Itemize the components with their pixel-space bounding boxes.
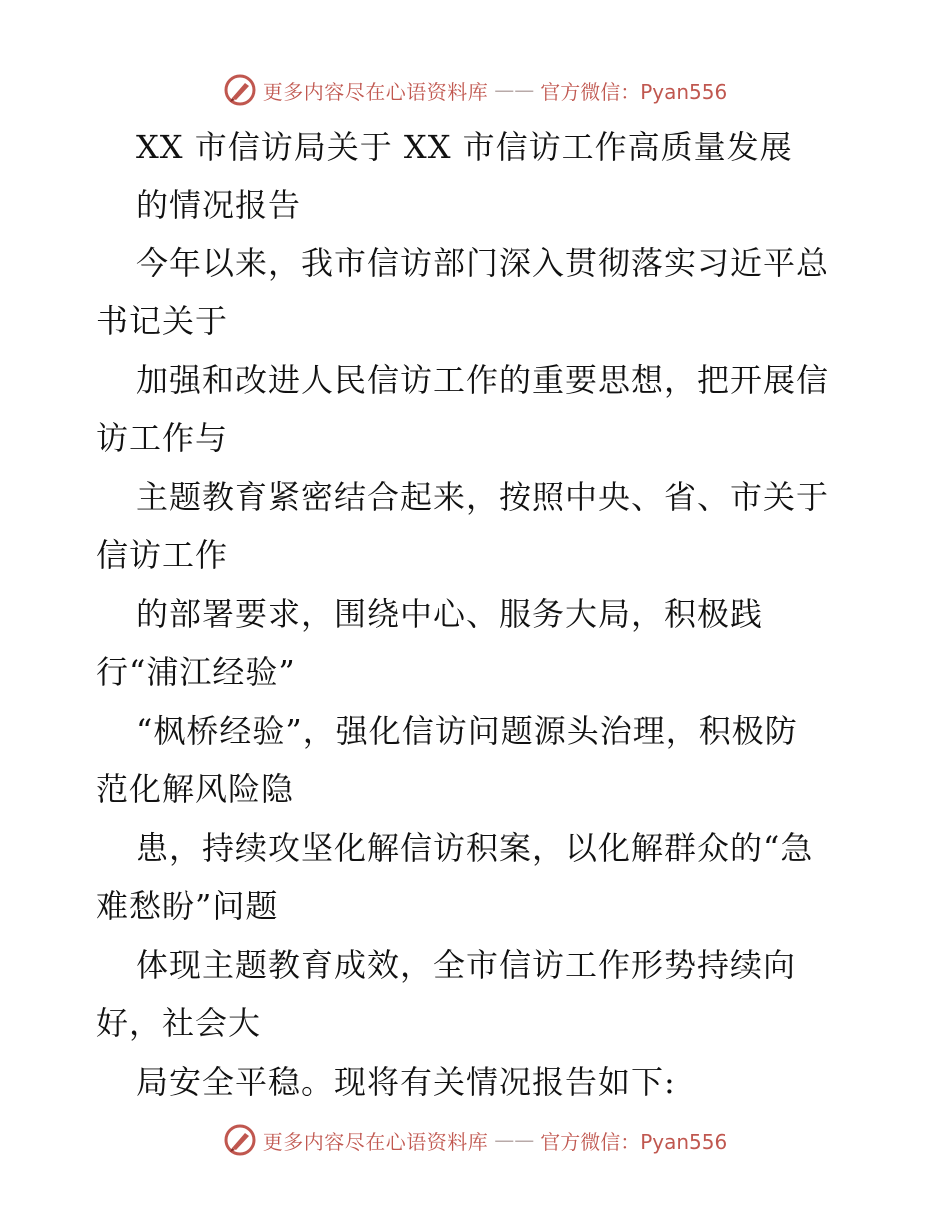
paragraph-line: 好，社会大 — [96, 1004, 262, 1042]
paragraph-line: 加强和改进人民信访工作的重要思想，把开展信 — [136, 361, 830, 399]
header-watermark — [0, 70, 950, 110]
paragraph-line: 局安全平稳。现将有关情况报告如下: — [136, 1063, 676, 1101]
pen-circle-logo-icon — [223, 73, 257, 107]
paragraph-line: 难愁盼”问题 — [96, 887, 279, 925]
watermark-separator: —— — [494, 78, 535, 102]
paragraph-line: 行“浦江经验” — [96, 653, 296, 691]
paragraph-line: 的部署要求，围绕中心、服务大局，积极践 — [136, 595, 764, 633]
paragraph-line: 今年以来，我市信访部门深入贯彻落实习近平总 — [136, 244, 830, 282]
watermark-wechat-text: 官方微信：Pyan556 — [540, 1129, 728, 1154]
watermark-separator: —— — [494, 1128, 535, 1152]
paragraph-line: 书记关于 — [96, 302, 229, 340]
watermark-brand-text: 更多内容尽在心语资料库 — [262, 1129, 489, 1154]
paragraph-line: 信访工作 — [96, 536, 229, 574]
watermark-wechat-text: 官方微信：Pyan556 — [540, 79, 728, 104]
paragraph-line: 访工作与 — [96, 419, 229, 457]
footer-watermark — [0, 1120, 950, 1160]
watermark-brand-text: 更多内容尽在心语资料库 — [262, 79, 489, 104]
document-title-line-2: 的情况报告 — [136, 186, 302, 224]
document-title-line-1: XX 市信访局关于 XX 市信访工作高质量发展 — [136, 128, 793, 166]
paragraph-line: 范化解风险隐 — [96, 770, 295, 808]
paragraph-line: 体现主题教育成效，全市信访工作形势持续向 — [136, 946, 797, 984]
pen-circle-logo-icon — [223, 1123, 257, 1157]
paragraph-line: 主题教育紧密结合起来，按照中央、省、市关于 — [136, 478, 830, 516]
paragraph-line: 患，持续攻坚化解信访积案，以化解群众的“急 — [136, 829, 814, 867]
paragraph-line: “枫桥经验”，强化信访问题源头治理，积极防 — [136, 712, 798, 750]
